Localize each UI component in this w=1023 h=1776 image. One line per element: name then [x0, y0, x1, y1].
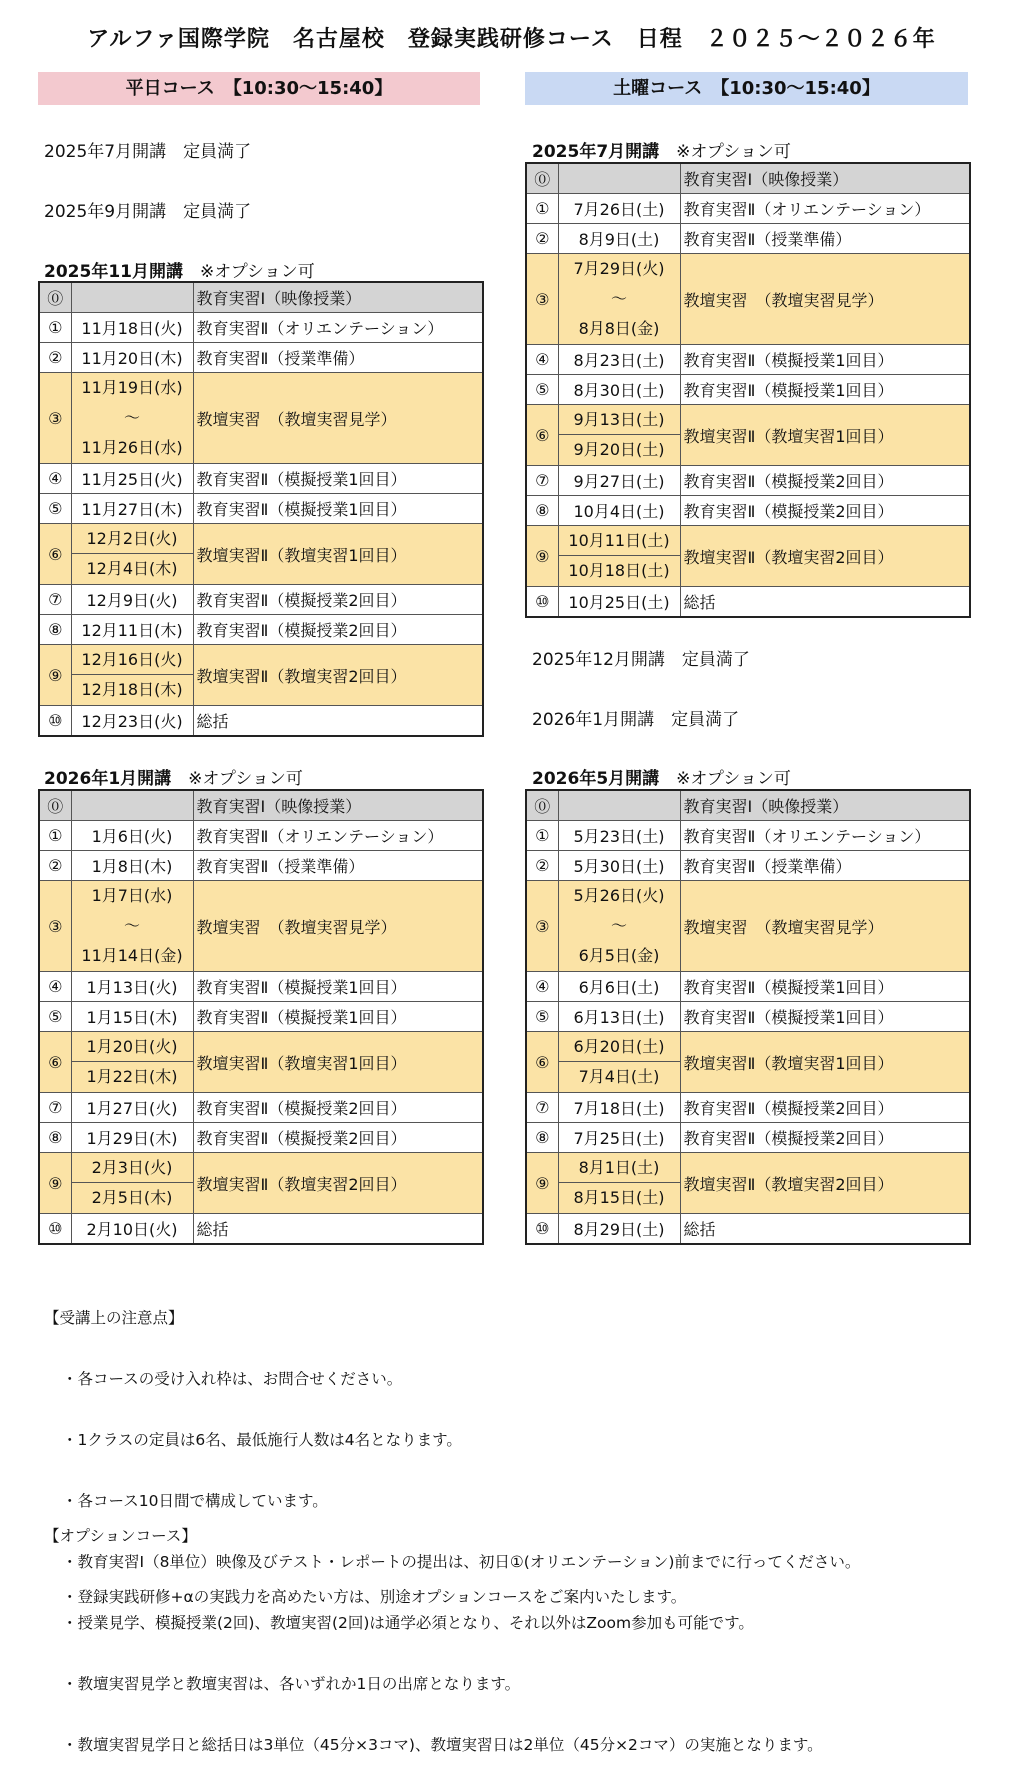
option-heading: 【オプションコース】 [44, 1527, 197, 1545]
session-content: 総括 [193, 706, 483, 737]
date-line: 6月5日(金) [578, 946, 660, 965]
session-content: 教育実習Ⅱ（模擬授業2回目） [193, 1093, 483, 1123]
table-row [526, 1032, 970, 1093]
session-date: 7月18日(土) [558, 1093, 680, 1123]
session-number: ⑦ [526, 466, 558, 496]
session-date: 1月6日(火) [71, 821, 193, 851]
table-row [526, 790, 970, 821]
session-number: ③ [39, 881, 71, 972]
session-number: ④ [39, 972, 71, 1002]
date-line: 9月20日(土) [573, 440, 665, 459]
session-content: 教壇実習Ⅱ（教壇実習1回目） [193, 524, 483, 585]
date-line: 〜 [123, 916, 140, 935]
session-date: 2月10日(火) [71, 1214, 193, 1245]
date-line: 11月14日(金) [81, 946, 183, 965]
session-content: 教壇実習Ⅱ（教壇実習2回目） [680, 526, 970, 587]
date-line: 11月26日(水) [81, 438, 183, 457]
table-row [526, 345, 970, 375]
session-date: 12月11日(木) [71, 615, 193, 645]
page-title: アルファ国際学院 名古屋校 登録実践研修コース 日程 ２０２５〜２０２６年 [87, 27, 936, 52]
table-row [526, 466, 970, 496]
session-date: 11月25日(火) [71, 464, 193, 494]
date-line: 12月18日(木) [81, 680, 183, 699]
session-date: 11月20日(木) [71, 343, 193, 373]
session-content: 教壇実習Ⅱ（教壇実習2回目） [193, 1153, 483, 1214]
closed-notice-saturday-jan: 2026年1月開講 定員満了 [532, 710, 740, 730]
table-row [39, 494, 483, 524]
session-content: 教育実習Ⅱ（模擬授業1回目） [680, 1002, 970, 1032]
table-row [526, 1093, 970, 1123]
session-number: ② [526, 851, 558, 881]
session-content: 教育実習Ⅱ（模擬授業2回目） [193, 1123, 483, 1153]
session-number: ① [39, 821, 71, 851]
session-number: ⑧ [526, 1123, 558, 1153]
session-content: 教育実習Ⅱ（模擬授業1回目） [193, 1002, 483, 1032]
session-number: ④ [526, 345, 558, 375]
session-number: ⓪ [526, 790, 558, 821]
session-date: 8月30日(土) [558, 375, 680, 405]
session-date: 5月23日(土) [558, 821, 680, 851]
session-number: ④ [39, 464, 71, 494]
date-line: 7月29日(火) [573, 259, 665, 278]
session-number: ① [39, 313, 71, 343]
saturday-course-header: 土曜コース 【10:30〜15:40】 [525, 72, 968, 105]
date-line: 1月22日(木) [86, 1067, 178, 1086]
session-content: 教壇実習Ⅱ（教壇実習1回目） [680, 405, 970, 466]
session-date: 5月30日(土) [558, 851, 680, 881]
table-row [39, 851, 483, 881]
session-date [558, 881, 680, 972]
session-number: ③ [526, 254, 558, 345]
note-item: ・教壇実習見学日と総括日は3単位（45分×3コマ)、教壇実習日は2単位（45分×2コマ）の実施となります。 [62, 1736, 823, 1754]
weekday-course-header: 平日コース 【10:30〜15:40】 [38, 72, 480, 105]
table-row [39, 972, 483, 1002]
session-content: 教壇実習 （教壇実習見学） [193, 881, 483, 972]
session-date: 7月25日(土) [558, 1123, 680, 1153]
session-number: ⑨ [526, 1153, 558, 1214]
session-date [71, 1153, 193, 1214]
session-content: 総括 [193, 1214, 483, 1245]
table-row [39, 464, 483, 494]
table-row [39, 282, 483, 313]
session-content: 総括 [680, 1214, 970, 1245]
table-row [526, 587, 970, 618]
session-number: ⑩ [39, 1214, 71, 1245]
session-number: ② [39, 851, 71, 881]
session-content: 教壇実習 （教壇実習見学） [193, 373, 483, 464]
session-date [558, 790, 680, 821]
table-row [526, 375, 970, 405]
schedule-table-saturday-jul [525, 162, 971, 618]
session-number: ⑤ [526, 375, 558, 405]
session-content: 教育実習Ⅱ（模擬授業2回目） [680, 1123, 970, 1153]
session-content: 教育実習Ⅱ（授業準備） [193, 851, 483, 881]
session-date: 8月29日(土) [558, 1214, 680, 1245]
session-date: 6月6日(土) [558, 972, 680, 1002]
session-number: ② [526, 224, 558, 254]
closed-notice-weekday-jul: 2025年7月開講 定員満了 [44, 142, 252, 162]
table-row [39, 1002, 483, 1032]
note-item: ・各コース10日間で構成しています。 [62, 1492, 328, 1510]
session-date [558, 1032, 680, 1093]
session-number: ⑦ [39, 585, 71, 615]
session-content: 教育実習Ⅱ（模擬授業2回目） [680, 1093, 970, 1123]
session-date [558, 405, 680, 466]
notes-heading: 【受講上の注意点】 [44, 1309, 184, 1327]
table-row [39, 645, 483, 706]
date-line: 1月20日(火) [72, 1032, 193, 1062]
schedule-title-weekday-nov: 2025年11月開講 ※オプション可 [44, 262, 315, 282]
session-date: 10月25日(土) [558, 587, 680, 618]
option-text: ・登録実践研修+αの実践力を高めたい方は、別途オプションコースをご案内いたします。 [62, 1588, 687, 1606]
session-number: ⑧ [39, 615, 71, 645]
date-line: 12月16日(火) [72, 645, 193, 675]
date-line: 8月15日(土) [573, 1188, 665, 1207]
session-number: ⑥ [526, 1032, 558, 1093]
table-row [39, 1093, 483, 1123]
note-item: ・授業見学、模擬授業(2回)、教壇実習(2回)は通学必須となり、それ以外はZoom参加も可能です。 [62, 1614, 754, 1632]
date-line: 1月7日(水) [91, 886, 173, 905]
session-date: 12月23日(火) [71, 706, 193, 737]
session-number: ⑧ [39, 1123, 71, 1153]
table-row [526, 1214, 970, 1245]
session-date [71, 645, 193, 706]
date-line: 2月5日(木) [91, 1188, 173, 1207]
session-number: ⑩ [526, 1214, 558, 1245]
session-date [558, 254, 680, 345]
date-line: 5月26日(火) [573, 886, 665, 905]
session-content: 教育実習Ⅱ（オリエンテーション） [680, 821, 970, 851]
note-item: ・1クラスの定員は6名、最低施行人数は4名となります。 [62, 1431, 462, 1449]
session-date [71, 790, 193, 821]
table-row [39, 821, 483, 851]
closed-notice-weekday-sep: 2025年9月開講 定員満了 [44, 202, 252, 222]
session-date: 8月23日(土) [558, 345, 680, 375]
session-date: 1月8日(木) [71, 851, 193, 881]
session-number: ⑥ [39, 1032, 71, 1093]
session-number: ⑩ [39, 706, 71, 737]
schedule-title-weekday-jan: 2026年1月開講 ※オプション可 [44, 769, 303, 789]
session-number: ④ [526, 972, 558, 1002]
session-number: ⑨ [39, 645, 71, 706]
table-row [39, 373, 483, 464]
date-line: 8月1日(土) [559, 1153, 680, 1183]
session-date: 1月15日(木) [71, 1002, 193, 1032]
session-content: 教育実習Ⅱ（オリエンテーション） [193, 821, 483, 851]
session-date: 7月26日(土) [558, 194, 680, 224]
session-number: ⓪ [39, 790, 71, 821]
session-content: 教育実習Ⅱ（オリエンテーション） [680, 194, 970, 224]
table-row [526, 881, 970, 972]
schedule-title-saturday-may: 2026年5月開講 ※オプション可 [532, 769, 791, 789]
session-content: 教育実習Ⅱ（模擬授業1回目） [193, 494, 483, 524]
table-row [526, 496, 970, 526]
date-line: 12月4日(木) [86, 559, 178, 578]
session-number: ⓪ [39, 282, 71, 313]
session-content: 教壇実習 （教壇実習見学） [680, 254, 970, 345]
date-line: 2月3日(火) [72, 1153, 193, 1183]
date-line: 12月2日(火) [72, 524, 193, 554]
table-row [526, 194, 970, 224]
session-content: 教育実習Ⅱ（オリエンテーション） [193, 313, 483, 343]
table-row [526, 224, 970, 254]
date-line: 10月11日(土) [559, 526, 680, 556]
session-content: 教育実習Ⅱ（模擬授業2回目） [680, 466, 970, 496]
session-content: 教育実習Ⅱ（模擬授業1回目） [680, 345, 970, 375]
session-date: 1月29日(木) [71, 1123, 193, 1153]
session-content: 教育実習Ⅱ（模擬授業1回目） [680, 972, 970, 1002]
table-row [39, 343, 483, 373]
table-row [39, 1153, 483, 1214]
table-row [526, 1153, 970, 1214]
table-row [526, 526, 970, 587]
table-row [526, 254, 970, 345]
session-date: 6月13日(土) [558, 1002, 680, 1032]
date-line: 9月13日(土) [559, 405, 680, 435]
session-date [558, 1153, 680, 1214]
note-item: ・教壇実習見学と教壇実習は、各いずれか1日の出席となります。 [62, 1675, 521, 1693]
table-row [39, 615, 483, 645]
session-content: 教育実習Ⅰ（映像授業） [193, 790, 483, 821]
session-content: 教育実習Ⅱ（模擬授業1回目） [680, 375, 970, 405]
closed-notice-saturday-dec: 2025年12月開講 定員満了 [532, 650, 750, 670]
session-date [71, 373, 193, 464]
session-number: ⑤ [526, 1002, 558, 1032]
session-date [558, 163, 680, 194]
table-row [526, 851, 970, 881]
table-row [526, 163, 970, 194]
date-line: 7月4日(土) [578, 1067, 660, 1086]
table-row [526, 1123, 970, 1153]
session-content: 教壇実習Ⅱ（教壇実習1回目） [193, 1032, 483, 1093]
date-line: 10月18日(土) [568, 561, 670, 580]
session-number: ⑦ [526, 1093, 558, 1123]
table-row [526, 405, 970, 466]
date-line: 〜 [123, 408, 140, 427]
session-number: ③ [526, 881, 558, 972]
session-number: ③ [39, 373, 71, 464]
session-content: 総括 [680, 587, 970, 618]
session-date: 10月4日(土) [558, 496, 680, 526]
session-content: 教育実習Ⅱ（模擬授業2回目） [193, 615, 483, 645]
schedule-table-weekday-nov [38, 281, 484, 737]
table-row [39, 706, 483, 737]
session-date [71, 881, 193, 972]
session-number: ⑨ [526, 526, 558, 587]
session-number: ⑩ [526, 587, 558, 618]
session-content: 教育実習Ⅱ（授業準備） [680, 224, 970, 254]
session-content: 教育実習Ⅱ（模擬授業1回目） [193, 972, 483, 1002]
session-date: 1月13日(火) [71, 972, 193, 1002]
date-line: 〜 [610, 916, 627, 935]
session-date [71, 1032, 193, 1093]
session-date: 1月27日(火) [71, 1093, 193, 1123]
date-line: 6月20日(土) [559, 1032, 680, 1062]
session-number: ① [526, 821, 558, 851]
session-date: 11月27日(木) [71, 494, 193, 524]
session-number: ⑦ [39, 1093, 71, 1123]
session-number: ⓪ [526, 163, 558, 194]
session-content: 教育実習Ⅰ（映像授業） [680, 163, 970, 194]
session-content: 教育実習Ⅱ（模擬授業2回目） [680, 496, 970, 526]
note-item: ・教育実習Ⅰ（8単位）映像及びテスト・レポートの提出は、初日①(オリエンテーション)前までに行ってください。 [62, 1553, 861, 1571]
table-row [526, 821, 970, 851]
session-date [71, 524, 193, 585]
session-number: ⑨ [39, 1153, 71, 1214]
option-section [44, 1488, 687, 1628]
table-row [39, 790, 483, 821]
session-content: 教育実習Ⅱ（模擬授業1回目） [193, 464, 483, 494]
session-content: 教育実習Ⅱ（授業準備） [680, 851, 970, 881]
table-row [39, 881, 483, 972]
schedule-title-saturday-jul: 2025年7月開講 ※オプション可 [532, 142, 791, 162]
note-item: ・各コースの受け入れ枠は、お問合せください。 [62, 1370, 403, 1388]
session-date: 12月9日(火) [71, 585, 193, 615]
table-row [526, 1002, 970, 1032]
session-number: ① [526, 194, 558, 224]
date-line: 〜 [610, 289, 627, 308]
date-line: 8月8日(金) [578, 319, 660, 338]
table-row [39, 585, 483, 615]
table-row [39, 1123, 483, 1153]
session-number: ⑥ [39, 524, 71, 585]
session-content: 教育実習Ⅱ（模擬授業2回目） [193, 585, 483, 615]
table-row [39, 1032, 483, 1093]
session-number: ⑤ [39, 494, 71, 524]
session-content: 教壇実習Ⅱ（教壇実習1回目） [680, 1032, 970, 1093]
table-row [39, 313, 483, 343]
table-row [39, 1214, 483, 1245]
session-date: 11月18日(火) [71, 313, 193, 343]
session-content: 教壇実習 （教壇実習見学） [680, 881, 970, 972]
session-date: 9月27日(土) [558, 466, 680, 496]
session-number: ② [39, 343, 71, 373]
session-content: 教壇実習Ⅱ（教壇実習2回目） [680, 1153, 970, 1214]
session-content: 教育実習Ⅰ（映像授業） [193, 282, 483, 313]
session-number: ⑤ [39, 1002, 71, 1032]
session-content: 教育実習Ⅱ（授業準備） [193, 343, 483, 373]
session-content: 教育実習Ⅰ（映像授業） [680, 790, 970, 821]
schedule-table-weekday-jan [38, 789, 484, 1245]
session-number: ⑥ [526, 405, 558, 466]
session-date: 8月9日(土) [558, 224, 680, 254]
table-row [39, 524, 483, 585]
session-date [558, 526, 680, 587]
session-number: ⑧ [526, 496, 558, 526]
session-date [71, 282, 193, 313]
date-line: 11月19日(水) [81, 378, 183, 397]
table-row [526, 972, 970, 1002]
schedule-table-saturday-may [525, 789, 971, 1245]
session-content: 教壇実習Ⅱ（教壇実習2回目） [193, 645, 483, 706]
